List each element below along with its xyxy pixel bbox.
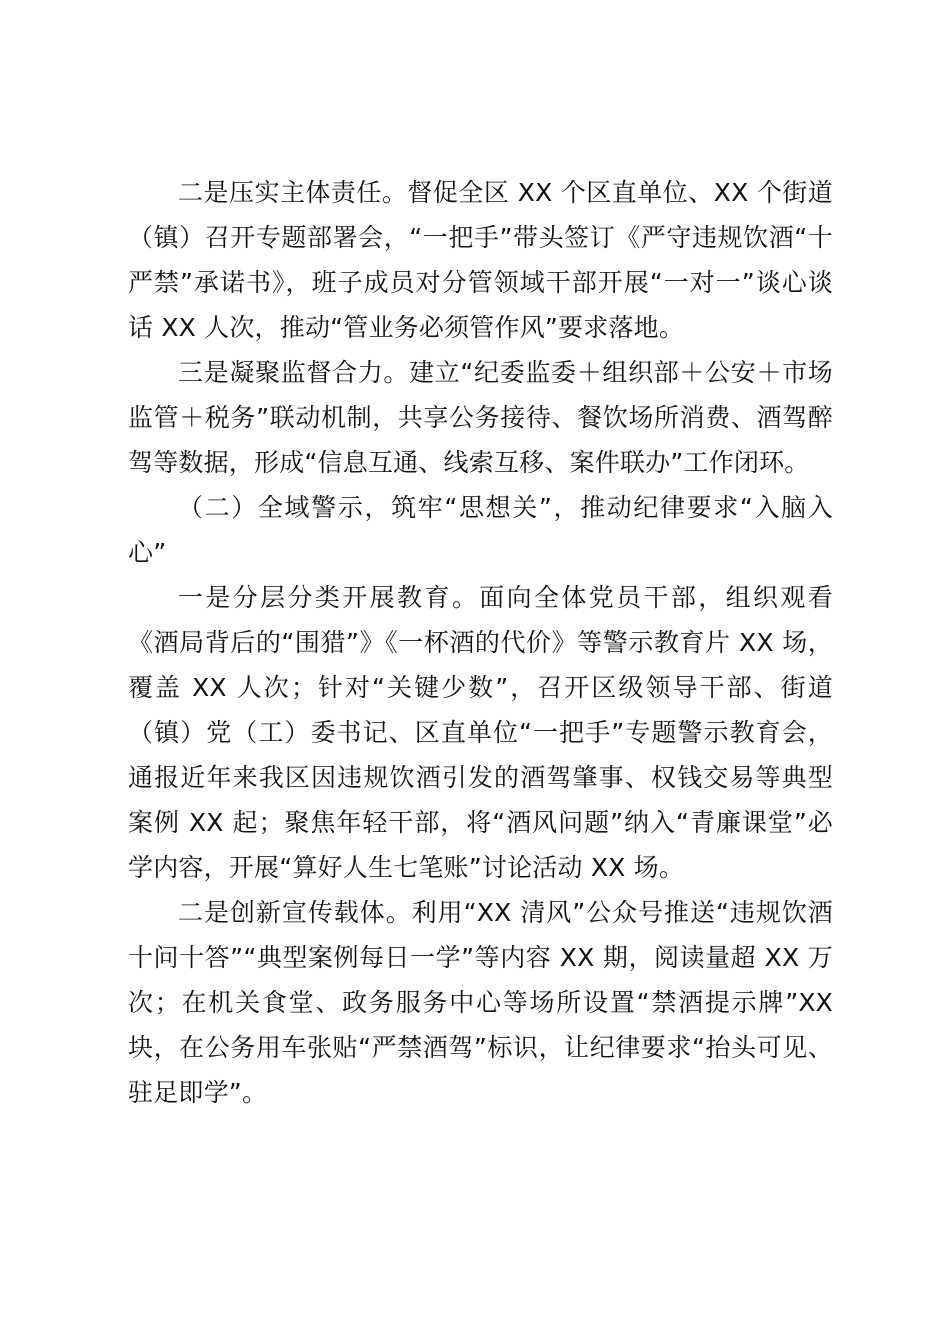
document-body (128, 170, 833, 1115)
paragraph-education: 一是分层分类开展教育。面向全体党员干部，组织观看《酒局背后的“围猎”》《一杯酒的代价》等警示教育片 XX 场，覆盖 XX 人次；针对“关键少数”，召开区级领导干部、街道（镇）党（工）委书记、区直单位“一把手”专题警示教育会，通报近年来我区因违规饮酒引发的酒驾肇事、权钱交易等典型案例 XX 起；聚焦年轻干部，将“酒风问题”纳入“青廉课堂”必学内容，开展“算好人生七笔账”讨论活动 XX 场。 (128, 583, 833, 882)
paragraph-responsibility: 二是压实主体责任。督促全区 XX 个区直单位、XX 个街道（镇）召开专题部署会，“一把手”带头签订《严守违规饮酒“十严禁”承诺书》，班子成员对分管领域干部开展“一对一”谈心谈话 XX 人次，推动“管业务必须管作风”要求落地。 (128, 178, 833, 342)
paragraph-supervision: 三是凝聚监督合力。建立“纪委监委＋组织部＋公安＋市场监管＋税务”联动机制，共享公务接待、餐饮场所消费、酒驾醉驾等数据，形成“信息互通、线索互移、案件联办”工作闭环。 (128, 358, 833, 477)
section-heading-warning: （二）全域警示，筑牢“思想关”，推动纪律要求“入脑入心” (128, 493, 833, 567)
paragraph-publicity: 二是创新宣传载体。利用“XX 清风”公众号推送“违规饮酒十问十答”“典型案例每日一学”等内容 XX 期，阅读量超 XX 万次；在机关食堂、政务服务中心等场所设置“禁酒提示牌”XX 块，在公务用车张贴“严禁酒驾”标识，让纪律要求“抬头可见、驻足即学”。 (128, 898, 833, 1107)
